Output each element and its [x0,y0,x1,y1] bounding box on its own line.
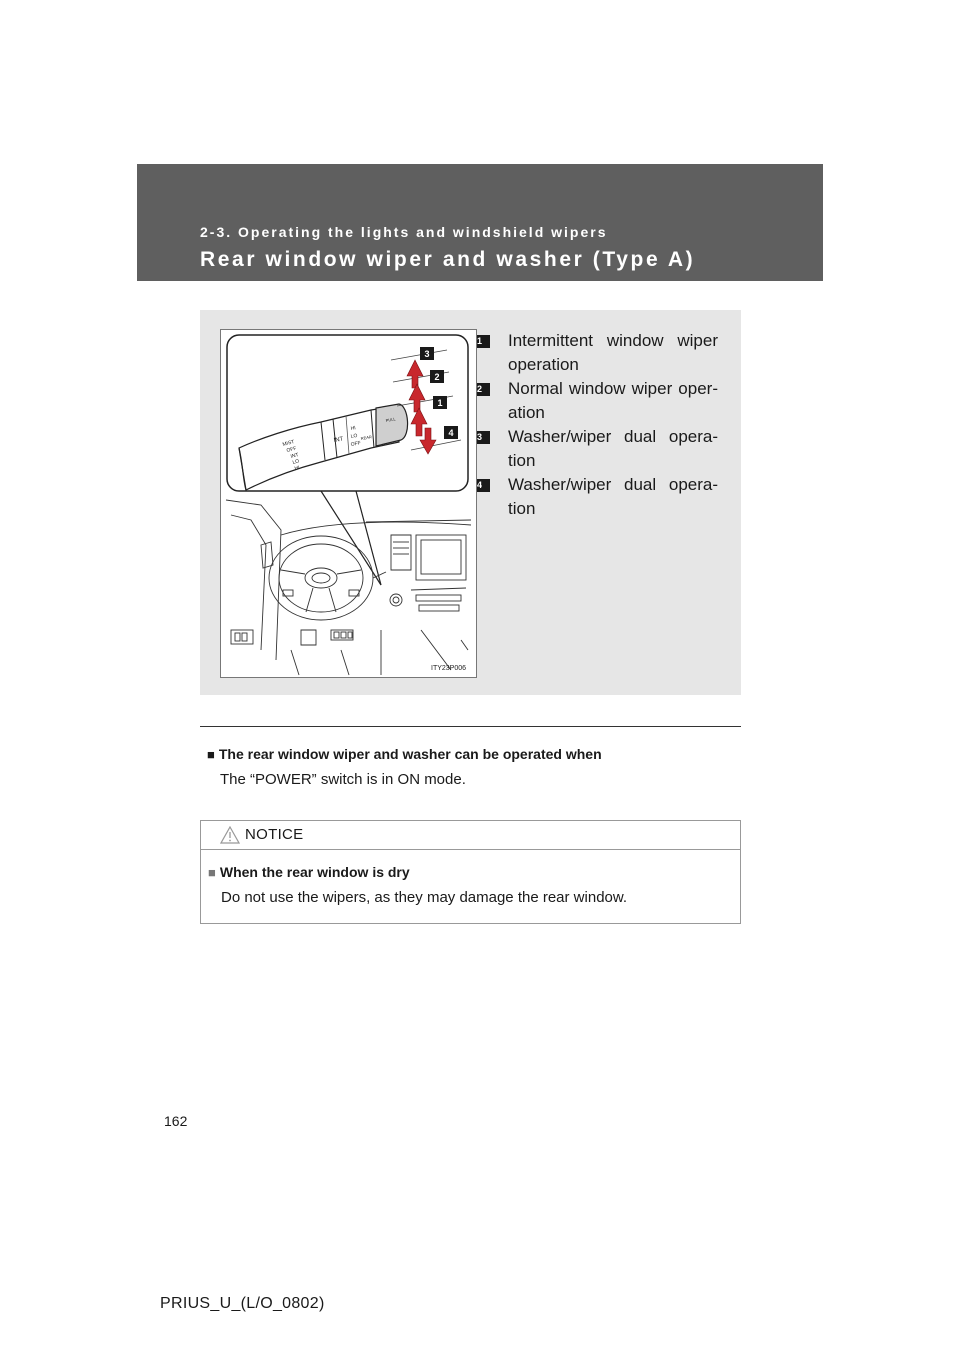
wiper-lever-drawing [221,330,476,677]
legend-item [446,473,718,521]
svg-text:OFF: OFF [350,440,362,448]
legend-item [446,425,718,473]
callout-4: 4 [448,428,454,438]
legend-number-2: 2 [477,383,490,396]
svg-text:HI: HI [350,425,357,432]
section-divider [200,726,741,727]
svg-text:REAR: REAR [360,434,373,441]
square-bullet-icon: ■ [208,865,216,880]
notice-label: NOTICE [245,826,304,843]
svg-text:MIST: MIST [281,439,296,448]
notice-box [200,820,741,924]
notice-header [201,821,740,850]
note-heading-text: The rear window wiper and washer can be operated when [218,746,602,762]
callout-2: 2 [434,372,440,382]
svg-text:LO: LO [350,432,358,440]
illustration-code: ITY23P006 [431,665,467,672]
section-header [137,164,823,281]
legend-item [446,329,718,377]
wiper-lever-illustration [220,329,477,678]
callout-1: 1 [437,398,443,408]
illustration-panel [200,310,741,695]
svg-text:INT: INT [333,436,344,444]
square-bullet-icon: ■ [207,747,215,762]
note-body: The “POWER” switch is in ON mode. [220,771,466,788]
notice-subhead-text: When the rear window is dry [219,864,410,880]
legend-number-1: 1 [477,335,490,348]
legend-item [446,377,718,425]
section-label: 2-3. Operating the lights and windshield wipers [200,224,608,240]
callout-3: 3 [424,349,430,359]
svg-text:INT: INT [289,452,300,460]
svg-text:PULL: PULL [385,416,397,423]
page-number: 162 [164,1113,188,1129]
svg-text:HI: HI [293,464,301,472]
legend-number-3: 3 [477,431,490,444]
legend-number-4: 4 [477,479,490,492]
note-heading [207,746,602,762]
legend-text-4: Washer/wiper dual opera-tion [508,475,718,518]
warning-triangle-icon [220,826,240,849]
svg-text:LO: LO [291,458,300,466]
legend-text-2: Normal window wiper oper-ation [508,379,718,422]
notice-body: Do not use the wipers, as they may damage the rear window. [221,889,628,906]
legend-list [446,329,718,521]
page-title: Rear window wiper and washer (Type A) [200,248,696,271]
notice-subhead [208,864,410,880]
dashboard-drawing [226,500,471,675]
document-code: PRIUS_U_(L/O_0802) [160,1295,325,1312]
svg-text:OFF: OFF [285,445,298,454]
legend-text-1: Intermittent window wiper operation [508,331,718,374]
legend-text-3: Washer/wiper dual opera-tion [508,427,718,470]
